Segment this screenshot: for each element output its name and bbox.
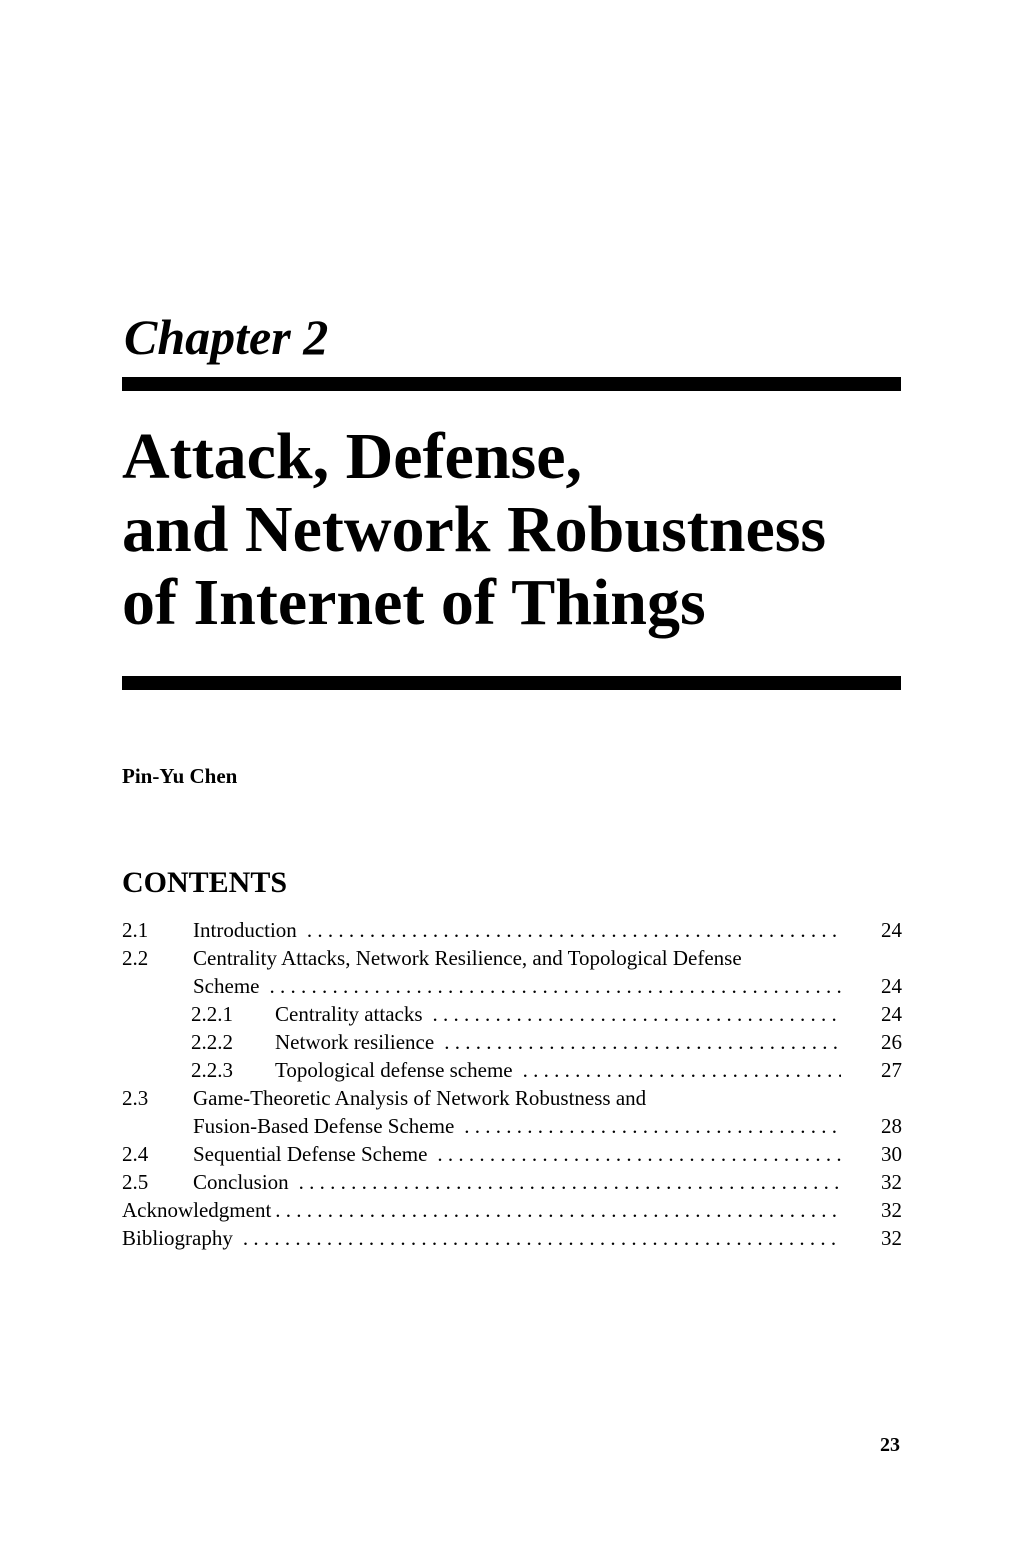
toc-entry-number: 2.4 <box>122 1142 149 1166</box>
chapter-label: Chapter 2 <box>124 309 329 365</box>
dot-leader <box>437 1140 841 1168</box>
dot-leader <box>523 1056 841 1084</box>
chapter-title-line: Attack, Defense, <box>122 420 583 493</box>
toc-entry-page: 26 <box>881 1030 902 1054</box>
toc-entry-text <box>193 972 841 1000</box>
dot-leader <box>444 1028 841 1056</box>
toc-entry[interactable] <box>0 1112 1024 1140</box>
toc-entry-number: 2.2 <box>122 946 149 970</box>
toc-entry-label: Scheme <box>193 974 260 998</box>
toc-entry[interactable] <box>0 944 1024 972</box>
toc-entry[interactable] <box>0 1140 1024 1168</box>
toc-entry-number: 2.2.1 <box>191 1002 233 1026</box>
toc-entry[interactable] <box>0 1224 1024 1252</box>
toc-entry-label: Centrality attacks <box>275 1002 423 1026</box>
toc-entry[interactable] <box>0 1056 1024 1084</box>
dot-leader <box>464 1112 841 1140</box>
toc-entry-page: 32 <box>881 1170 902 1194</box>
toc-entry-label: Centrality Attacks, Network Resilience, and Topological Defense <box>193 946 742 970</box>
toc-entry-label: Bibliography <box>122 1226 233 1250</box>
toc-entry-label: Game-Theoretic Analysis of Network Robustness and <box>193 1086 647 1110</box>
toc-entry-number: 2.1 <box>122 918 149 942</box>
toc-entry-number: 2.5 <box>122 1170 149 1194</box>
toc-entry-label: Conclusion <box>193 1170 289 1194</box>
toc-entry[interactable] <box>0 1028 1024 1056</box>
toc-entry-label: Network resilience <box>275 1030 435 1054</box>
toc-entry-text <box>193 944 841 972</box>
dot-leader <box>269 972 841 1000</box>
dot-leader <box>299 1168 841 1196</box>
toc-entry-text <box>275 1028 841 1056</box>
toc-entry[interactable] <box>0 916 1024 944</box>
toc-entry[interactable] <box>0 1168 1024 1196</box>
dot-leader <box>307 916 841 944</box>
toc-entry-number: 2.2.3 <box>191 1058 233 1082</box>
toc-entry-text <box>193 1168 841 1196</box>
contents-heading: CONTENTS <box>122 866 288 899</box>
toc-entry-page: 24 <box>881 918 902 942</box>
toc-entry-page: 32 <box>881 1226 902 1250</box>
toc-entry-text <box>193 916 841 944</box>
toc-entry-text <box>275 1000 841 1028</box>
toc-entry[interactable] <box>0 1084 1024 1112</box>
toc-entry-number: 2.2.2 <box>191 1030 233 1054</box>
dot-leader <box>275 1196 841 1224</box>
dot-leader <box>433 1000 841 1028</box>
toc-entry-label: Sequential Defense Scheme <box>193 1142 428 1166</box>
dot-leader <box>243 1224 841 1252</box>
toc-entry[interactable] <box>0 1000 1024 1028</box>
toc-entry-page: 32 <box>881 1198 902 1222</box>
toc-entry-page: 30 <box>881 1142 902 1166</box>
toc-entry-page: 28 <box>881 1114 902 1138</box>
toc-entry-number: 2.3 <box>122 1086 149 1110</box>
toc-entry-label: Topological defense scheme <box>275 1058 513 1082</box>
page-number: 23 <box>880 1434 900 1456</box>
toc-entry-page: 24 <box>881 1002 902 1026</box>
toc-entry-label: Fusion-Based Defense Scheme <box>193 1114 455 1138</box>
author-name: Pin-Yu Chen <box>122 764 238 788</box>
chapter-title-line: of Internet of Things <box>122 566 706 639</box>
toc-entry-page: 27 <box>881 1058 902 1082</box>
toc-entry-label: Acknowledgment <box>122 1198 272 1222</box>
toc-entry-text <box>122 1224 841 1252</box>
toc-entry[interactable] <box>0 972 1024 1000</box>
toc-entry-page: 24 <box>881 974 902 998</box>
toc-entry-text <box>193 1084 841 1112</box>
toc-entry-text <box>193 1112 841 1140</box>
toc-entry-label: Introduction <box>193 918 297 942</box>
toc-entry[interactable] <box>0 1196 1024 1224</box>
toc-entry-text <box>193 1140 841 1168</box>
toc-entry-text <box>122 1196 841 1224</box>
chapter-title-line: and Network Robustness <box>122 493 827 566</box>
toc-entry-text <box>275 1056 841 1084</box>
